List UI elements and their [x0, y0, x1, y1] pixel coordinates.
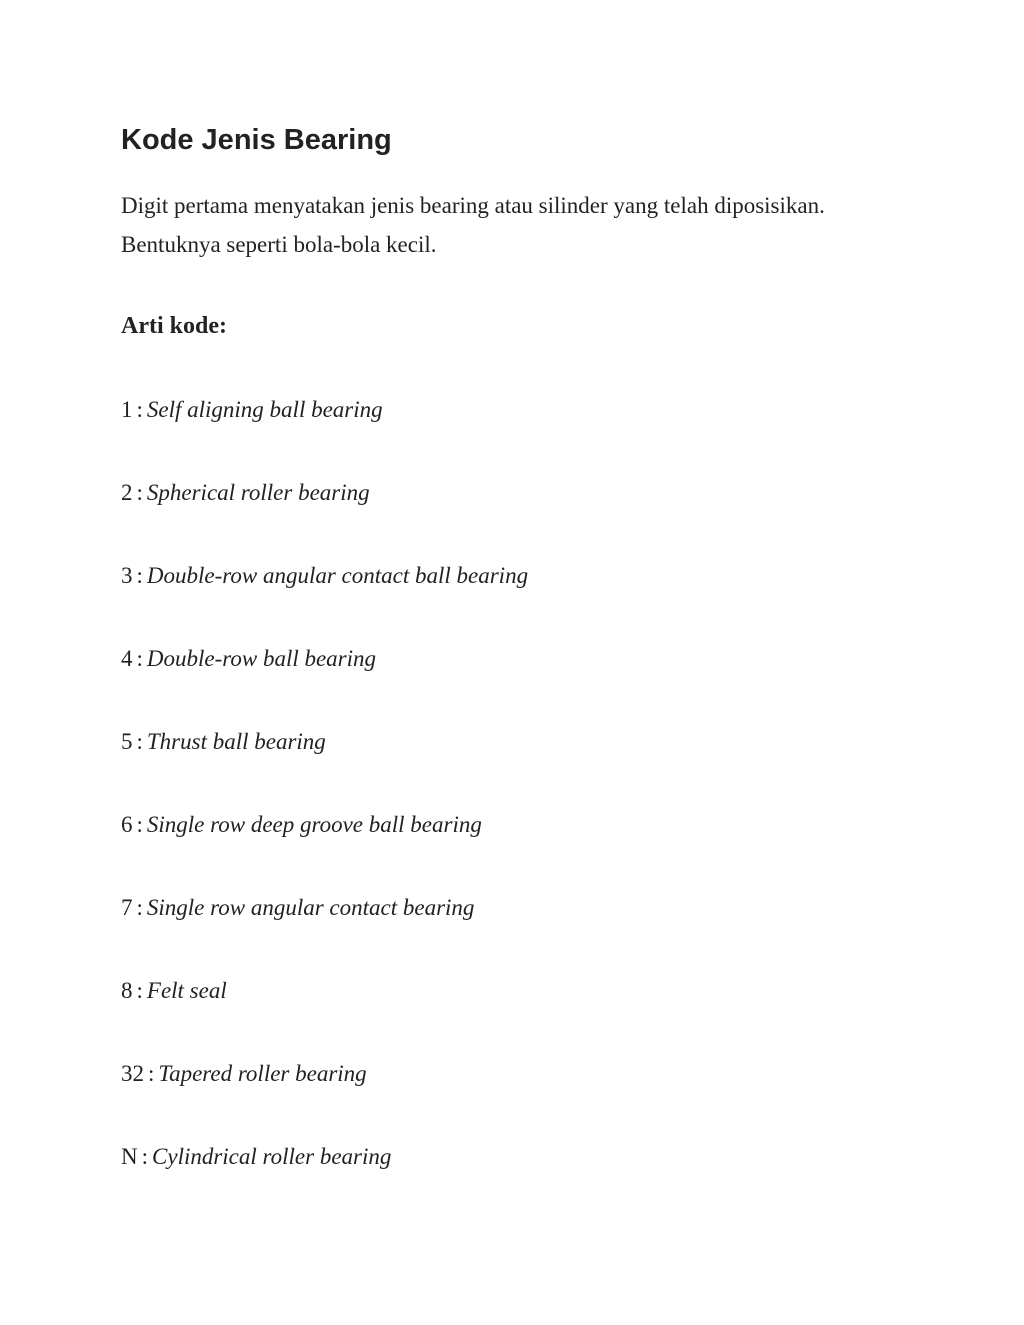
- code-separator: :: [141, 1144, 149, 1169]
- list-item: [121, 639, 528, 722]
- code-number: 4: [121, 646, 133, 671]
- code-meaning: Thrust ball bearing: [146, 729, 326, 754]
- code-meaning: Tapered roller bearing: [158, 1061, 367, 1086]
- code-number: 7: [121, 895, 133, 920]
- code-meaning: Double-row angular contact ball bearing: [146, 563, 529, 588]
- code-separator: :: [136, 480, 143, 505]
- list-item: [121, 473, 528, 556]
- code-separator: :: [136, 895, 143, 920]
- code-meaning: Spherical roller bearing: [146, 480, 370, 505]
- intro-paragraph: Digit pertama menyatakan jenis bearing atau silinder yang telah diposisikan. Bentuknya seperti bola-bola kecil.: [121, 193, 825, 257]
- code-meaning-heading: Arti kode:: [121, 313, 227, 339]
- code-number: 5: [121, 729, 133, 754]
- code-number: 3: [121, 563, 133, 588]
- list-item: [121, 390, 528, 473]
- bearing-code-list: [121, 390, 528, 1220]
- code-number: 32: [121, 1061, 144, 1086]
- code-separator: :: [136, 646, 143, 671]
- code-separator: :: [136, 563, 143, 588]
- list-item: [121, 556, 528, 639]
- code-separator: :: [136, 812, 143, 837]
- code-number: 6: [121, 812, 133, 837]
- code-number: N: [121, 1144, 138, 1169]
- code-meaning: Self aligning ball bearing: [146, 397, 383, 422]
- list-item: [121, 971, 528, 1054]
- list-item: [121, 1054, 528, 1137]
- code-separator: :: [136, 978, 143, 1003]
- list-item: [121, 888, 528, 971]
- code-number: 1: [121, 397, 133, 422]
- code-separator: :: [136, 729, 143, 754]
- code-meaning: Single row deep groove ball bearing: [146, 812, 482, 837]
- code-meaning: Single row angular contact bearing: [146, 895, 475, 920]
- code-meaning: Double-row ball bearing: [146, 646, 377, 671]
- list-item: [121, 1137, 528, 1220]
- list-item: [121, 805, 528, 888]
- code-meaning: Cylindrical roller bearing: [152, 1144, 392, 1169]
- list-item: [121, 722, 528, 805]
- code-number: 8: [121, 978, 133, 1003]
- code-separator: :: [136, 397, 143, 422]
- code-meaning: Felt seal: [146, 978, 227, 1003]
- page-title: Kode Jenis Bearing: [121, 124, 392, 156]
- code-number: 2: [121, 480, 133, 505]
- code-separator: :: [148, 1061, 155, 1086]
